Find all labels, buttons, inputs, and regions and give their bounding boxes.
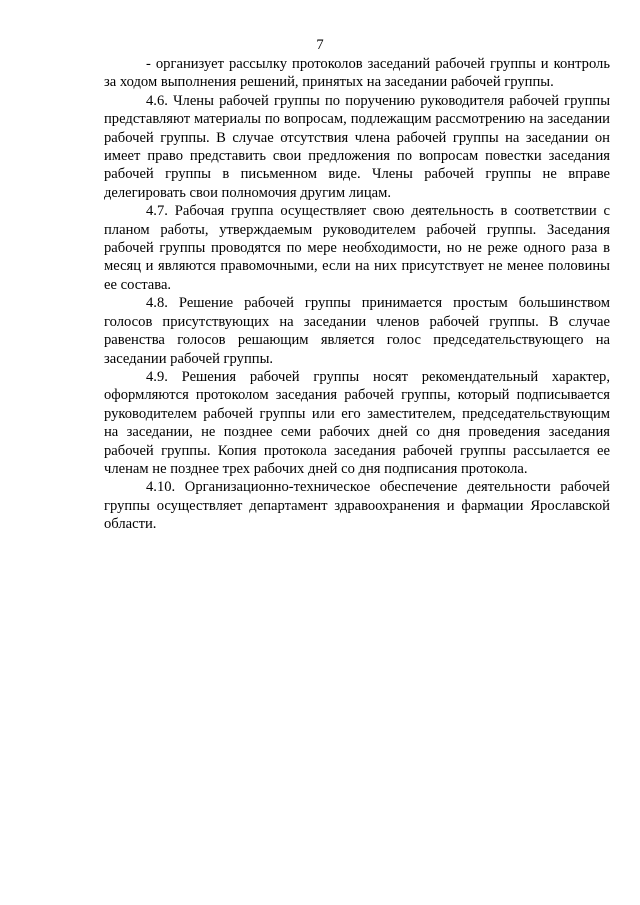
paragraph-4-6: 4.6. Члены рабочей группы по поручению руководителя рабочей группы представляют материалы по вопросам, подлежащим рассмотрению на заседании рабочей группы. В случае отсутствия члена рабочей группы на заседании он имеет право представить свои предложения по вопросам повестки заседания рабочей группы в письменном виде. Члены рабочей группы не вправе делегировать свои полномочия другим лицам. — [104, 92, 610, 201]
paragraph-4-7: 4.7. Рабочая группа осуществляет свою деятельность в соответствии с планом работы, утверждаемым руководителем рабочей группы. Заседания рабочей группы проводятся по мере необходимости, но не реже одного раза в месяц и являются правомочными, если на них присутствует не менее половины ее состава. — [104, 203, 610, 293]
document-body — [104, 55, 610, 534]
paragraph-mailing: - организует рассылку протоколов заседаний рабочей группы и контроль за ходом выполнения решений, принятых на заседании рабочей группы. — [104, 56, 610, 91]
page-number: 7 — [316, 37, 324, 53]
paragraph-4-8: 4.8. Решение рабочей группы принимается простым большинством голосов присутствующих на заседании членов рабочей группы. В случае равенства голосов решающим является голос председательствующего на заседании рабочей группы. — [104, 295, 610, 367]
paragraph-4-10: 4.10. Организационно-техническое обеспечение деятельности рабочей группы осуществляет департамент здравоохранения и фармации Ярославской области. — [104, 479, 610, 533]
paragraph-4-9: 4.9. Решения рабочей группы носят рекомендательный характер, оформляются протоколом заседания рабочей группы, который подписывается руководителем рабочей группы или его заместителем, председательствующим на заседании, не позднее семи рабочих дней со дня проведения заседания рабочей группы. Копия протокола заседания рабочей группы рассылается ее членам не позднее трех рабочих дней со дня подписания протокола. — [104, 368, 610, 477]
